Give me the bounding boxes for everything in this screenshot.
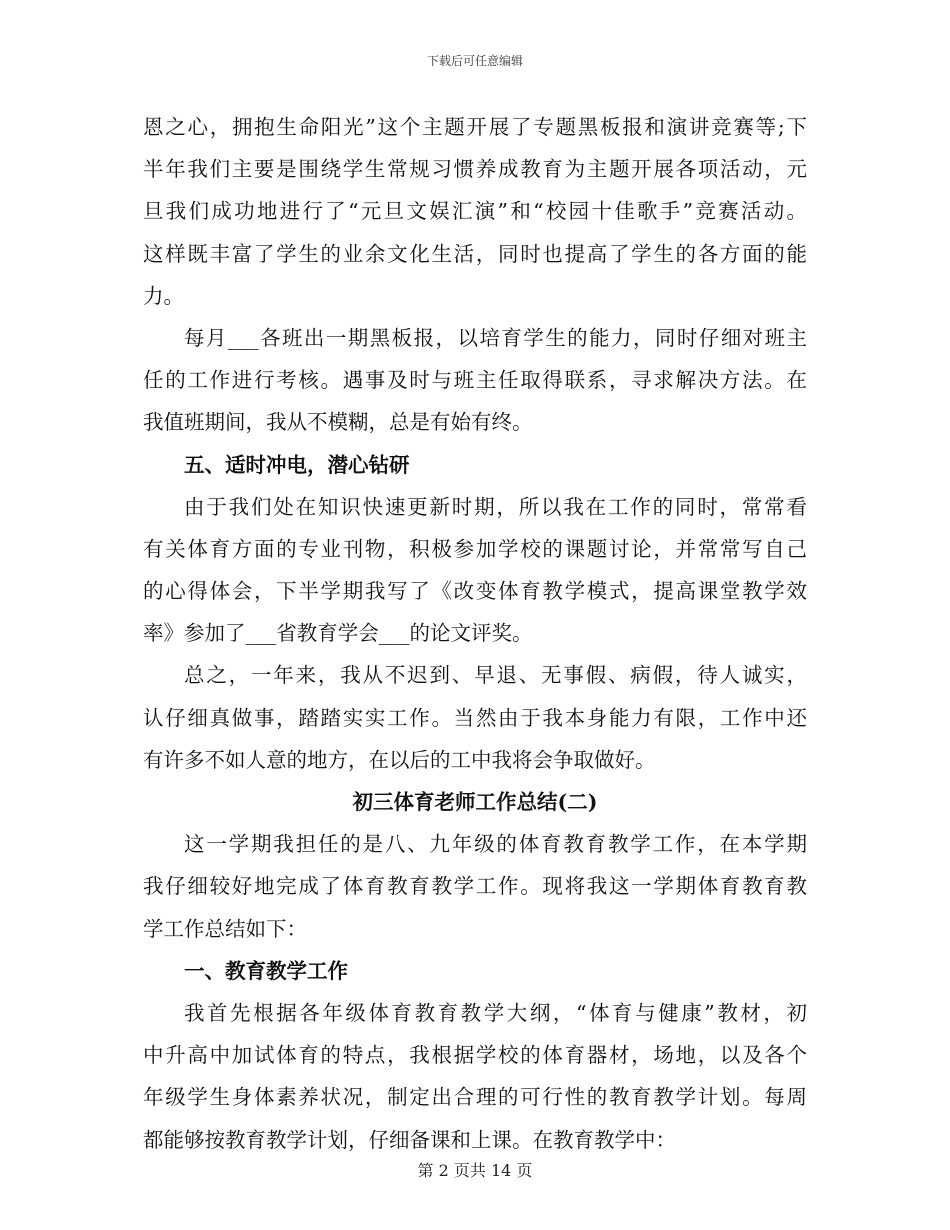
paragraph-line: 这样既丰富了学生的业余文化生活，同时也提高了学生的各方面的能 [143,241,807,266]
header-note: 下载后可任意编辑 [426,54,523,68]
paragraph-line: 旦我们成功地进行了“元旦文娱汇演”和“校园十佳歌手”竞赛活动。 [143,199,807,224]
paragraph-line: 由于我们处在知识快速更新时期，所以我在工作的同时，常常看 [184,494,807,519]
paragraph-line: 我首先根据各年级体育教育教学大纲，“体育与健康”教材，初 [184,1000,807,1025]
paragraph-line: 恩之心，拥抱生命阳光”这个主题开展了专题黑板报和演讲竞赛等;下 [143,115,807,139]
paragraph-line: 都能够按教育教学计划，仔细备课和上课。在教育教学中： [143,1127,676,1152]
paragraph-line: 任的工作进行考核。遇事及时与班主任取得联系，寻求解决方法。在 [143,368,807,393]
section-heading: 五、适时冲电，潜心钻研 [184,452,410,477]
paragraph-line: 力。 [143,283,184,308]
paragraph-line: 每月___各班出一期黑板报，以培育学生的能力，同时仔细对班主 [184,325,807,350]
paragraph-line: 这一学期我担任的是八、九年级的体育教育教学工作，在本学期 [184,832,807,857]
paragraph-line: 有许多不如人意的地方，在以后的工中我将会争取做好。 [143,747,656,772]
paragraph-line: 半年我们主要是围绕学生常规习惯养成教育为主题开展各项活动，元 [143,157,807,182]
paragraph-line: 中升高中加试体育的特点，我根据学校的体育器材，场地，以及各个 [143,1043,807,1068]
document-body [143,106,807,1161]
paragraph-line: 总之，一年来，我从不迟到、早退、无事假、病假，待人诚实， [184,663,807,688]
document-title: 初三体育老师工作总结(二) [352,790,598,814]
paragraph-line: 率》参加了___省教育学会___的论文评奖。 [143,621,533,646]
paragraph-line: 有关体育方面的专业刊物，积极参加学校的课题讨论，并常常写自己 [143,536,807,561]
paragraph-line: 认仔细真做事，踏踏实实工作。当然由于我本身能力有限，工作中还 [143,705,807,730]
paragraph-line: 年级学生身体素养状况，制定出合理的可行性的教育教学计划。每周 [143,1085,807,1110]
paragraph-line: 的心得体会，下半学期我写了《改变体育教学模式，提高课堂教学效 [143,579,807,604]
paragraph-line: 我值班期间，我从不模糊，总是有始有终。 [143,410,533,435]
paragraph-line: 我仔细较好地完成了体育教育教学工作。现将我这一学期体育教育教 [143,874,807,899]
paragraph-line: 学工作总结如下： [143,916,307,941]
section-heading: 一、教育教学工作 [184,958,348,983]
page-number: 第 2 页共 14 页 [417,1161,533,1180]
